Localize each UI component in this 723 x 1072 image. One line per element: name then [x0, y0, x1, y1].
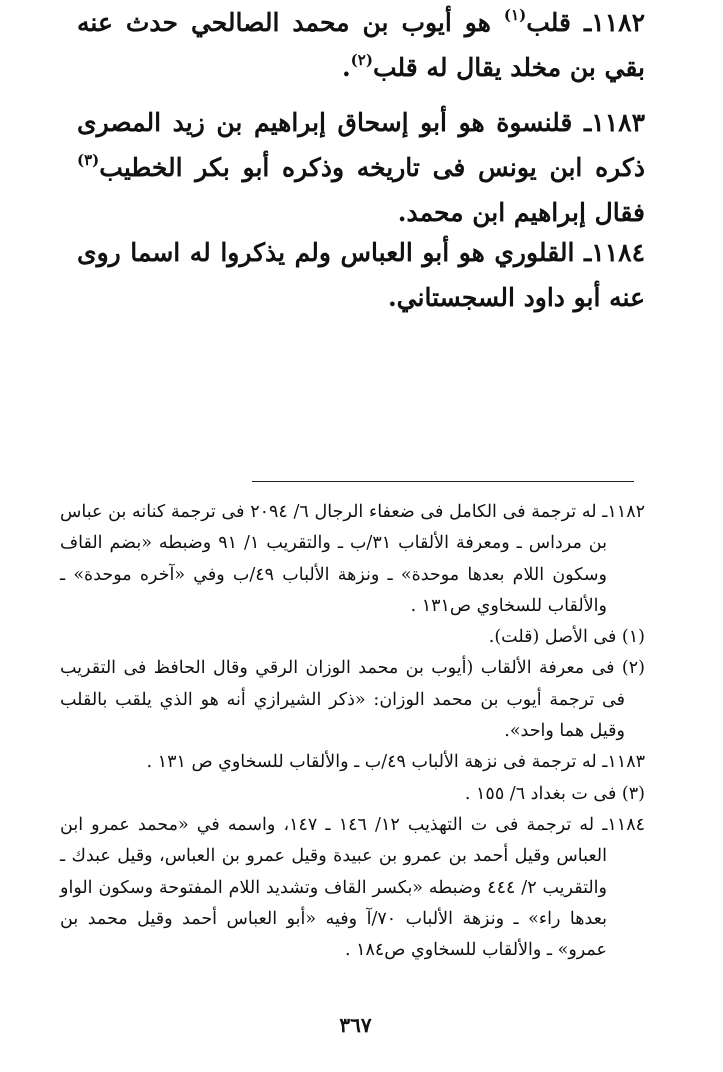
footnote-ref-1: (١)	[503, 6, 527, 24]
entry-1182-body: هو أيوب بن محمد الصالحي حدث عنه بقي بن مخلد يقال له قلب	[77, 8, 645, 82]
entry-1182-head: ١١٨٢ـ قلب	[526, 8, 645, 37]
footnote-ref-2: (٢)	[350, 51, 373, 69]
footnotes-section	[60, 497, 645, 966]
entry-1183-head: ١١٨٣ـ قلنسوة هو أبو إسحاق إبراهيم بن زيد المصرى ذكره ابن يونس فى تاريخه وذكره أبو بكر الخطيب	[77, 108, 645, 182]
entry-1183	[77, 100, 645, 235]
footnote-ref-3: (٣)	[77, 151, 100, 169]
footnote-1182: ١١٨٢ـ له ترجمة فى الكامل فى ضعفاء الرجال ٦/ ٢٠٩٤ فى ترجمة كنانه بن عباس بن مرداس ـ ومعرفة الألقاب ٣١/ب ـ والتقريب ١/ ٩١ وضبطه «بضم القاف وسكون اللام بعدها موحدة» ـ ونزهة الألباب ٤٩/ب وفي «آخره موحدة» ـ والألقاب للسخاوي ص١٣١ .	[60, 502, 645, 616]
footnote-note-1: (١) فى الأصل (قلت).	[488, 627, 645, 648]
entry-1184-text: ١١٨٤ـ القلوري هو أبو العباس ولم يذكروا له اسما روى عنه أبو داود السجستاني.	[77, 238, 645, 312]
page-number: ٣٦٧	[339, 1013, 372, 1037]
entry-1183-body: فقال إبراهيم ابن محمد.	[397, 198, 645, 227]
entry-1184	[77, 230, 645, 320]
footnote-separator	[252, 481, 634, 482]
footnote-note-2: (٢) فى معرفة الألقاب (أيوب بن محمد الوزان الرقي وقال الحافظ فى التقريب فى ترجمة أيوب بن محمد الوزان: «ذكر الشيرازي أنه هو الذي يلقب بالقلب وقيل هما واحد».	[60, 658, 645, 742]
footnote-1184: ١١٨٤ـ له ترجمة فى ت التهذيب ١٢/ ١٤٦ ـ ١٤٧، واسمه في «محمد عمرو ابن العباس وقيل أحمد بن عمرو بن عبيدة وقيل عمرو بن العباس، وقيل عبدك ـ والتقريب ٢/ ٤٤٤ وضبطه «بكسر القاف وتشديد اللام المفتوحة وسكون الواو بعدها راء» ـ ونزهة الألباب ٧٠/آ وفيه «أبو العباس أحمد وقيل محمد بن عمرو» ـ والألقاب للسخاوي ص١٨٤ .	[60, 814, 645, 961]
entry-1182-end: .	[341, 53, 351, 82]
footnote-note-3: (٣) فى ت بغداد ٦/ ١٥٥ .	[464, 783, 645, 804]
footnote-1183: ١١٨٣ـ له ترجمة فى نزهة الألباب ٤٩/ب ـ والألقاب للسخاوي ص ١٣١ .	[146, 752, 645, 773]
entry-1182	[77, 0, 645, 90]
